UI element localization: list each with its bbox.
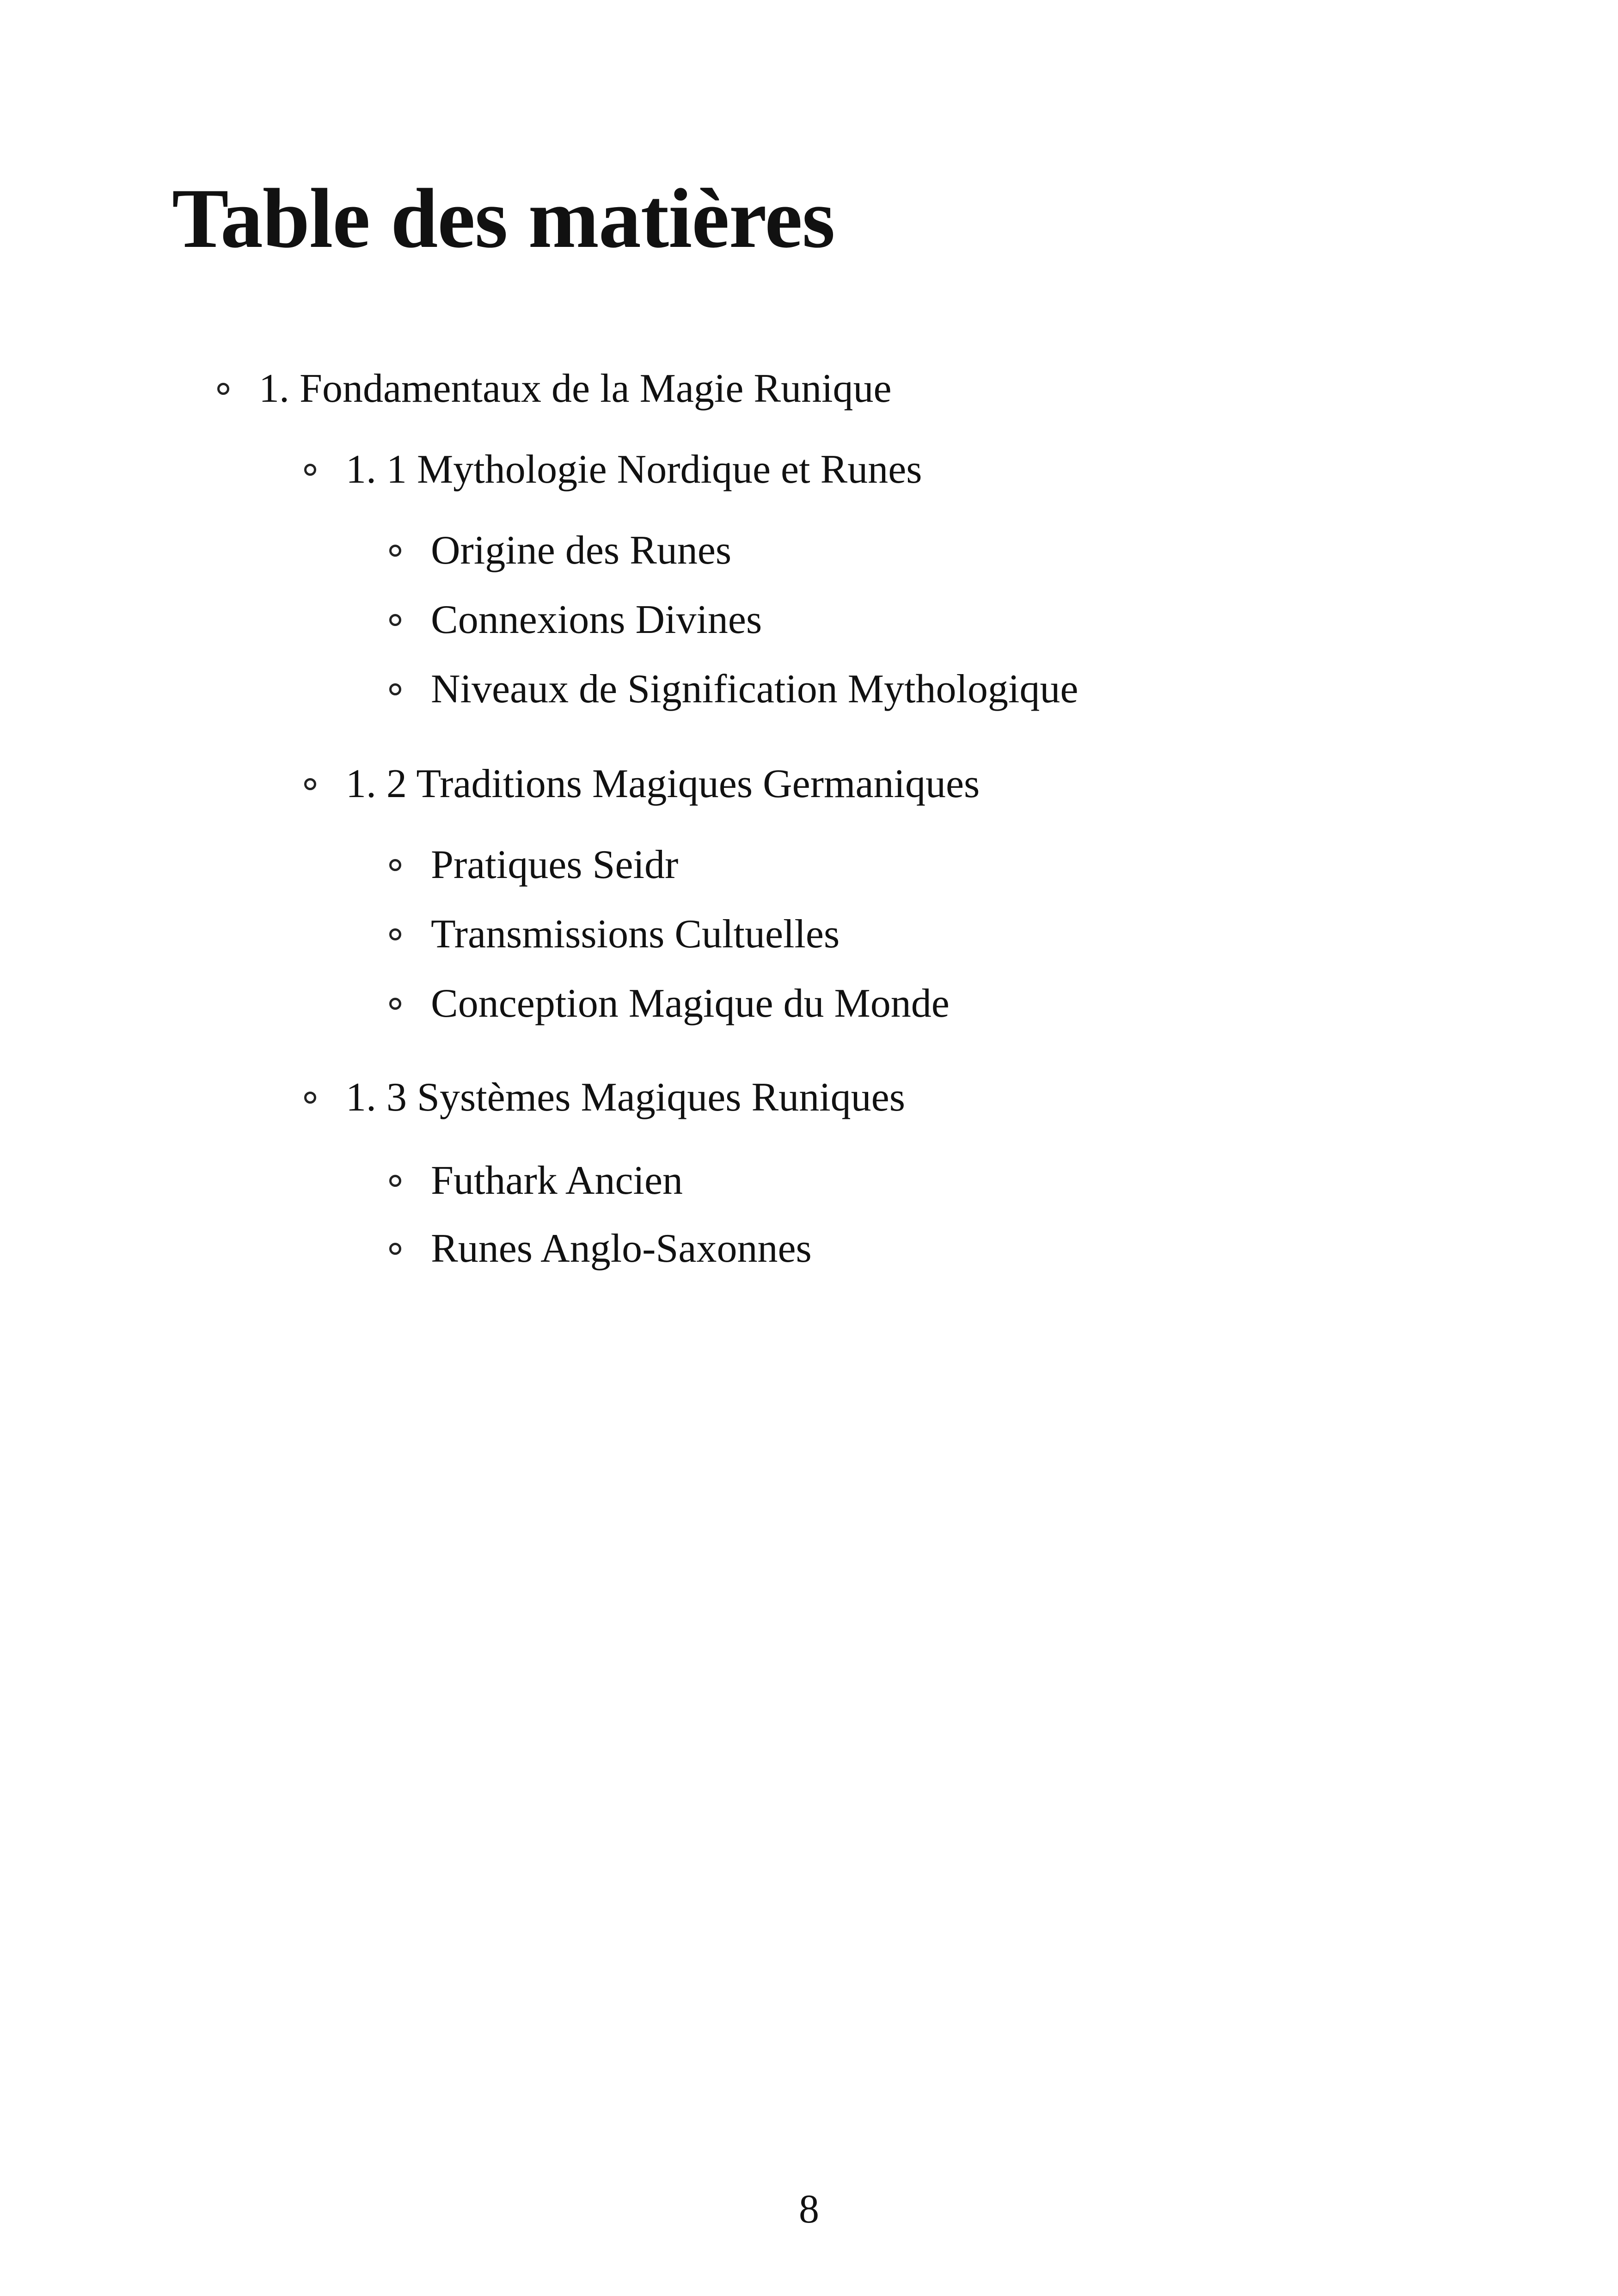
circle-bullet-icon	[389, 998, 401, 1010]
toc-entry-label: Niveaux de Signification Mythologique	[431, 667, 1079, 712]
circle-bullet-icon	[389, 545, 401, 557]
toc-entry-label: 1. Fondamentaux de la Magie Runique	[259, 366, 892, 411]
toc-entry-label: Connexions Divines	[431, 597, 762, 642]
toc-subsection-item	[389, 842, 679, 887]
toc-section-1-3	[304, 1077, 905, 1118]
circle-bullet-icon	[304, 778, 316, 790]
toc-subsection-item	[389, 669, 1078, 710]
toc-entry-label: Transmissions Cultuelles	[431, 912, 840, 957]
toc-entry-label: 1. 1 Mythologie Nordique et Runes	[346, 447, 922, 492]
toc-entry-label: Origine des Runes	[431, 528, 732, 573]
toc-entry-label: 1. 2 Traditions Magiques Germaniques	[346, 761, 980, 806]
toc-entry-label: 1. 3 Systèmes Magiques Runiques	[346, 1075, 905, 1120]
page-number: 8	[799, 2187, 819, 2232]
toc-entry-label: Pratiques Seidr	[431, 842, 679, 887]
page-title: Table des matières	[172, 171, 835, 265]
toc-section-1-1	[304, 449, 922, 490]
circle-bullet-icon	[304, 1092, 316, 1104]
toc-entry-label: Futhark Ancien	[431, 1158, 683, 1203]
toc-subsection-item	[389, 983, 950, 1024]
circle-bullet-icon	[389, 928, 401, 940]
toc-section-1-2	[304, 761, 980, 806]
toc-subsection-item	[389, 597, 762, 642]
toc-entry-label: Conception Magique du Monde	[431, 981, 950, 1026]
toc-subsection-item	[389, 914, 840, 955]
circle-bullet-icon	[304, 464, 316, 476]
toc-subsection-item	[389, 1228, 812, 1269]
circle-bullet-icon	[217, 383, 229, 395]
toc-entry-label: Runes Anglo-Saxonnes	[431, 1226, 812, 1271]
toc-chapter-1	[217, 368, 892, 409]
circle-bullet-icon	[389, 859, 401, 871]
circle-bullet-icon	[389, 683, 401, 695]
toc-subsection-item	[389, 530, 731, 571]
circle-bullet-icon	[389, 1175, 401, 1187]
toc-subsection-item	[389, 1160, 683, 1201]
circle-bullet-icon	[389, 1243, 401, 1255]
circle-bullet-icon	[389, 614, 401, 626]
